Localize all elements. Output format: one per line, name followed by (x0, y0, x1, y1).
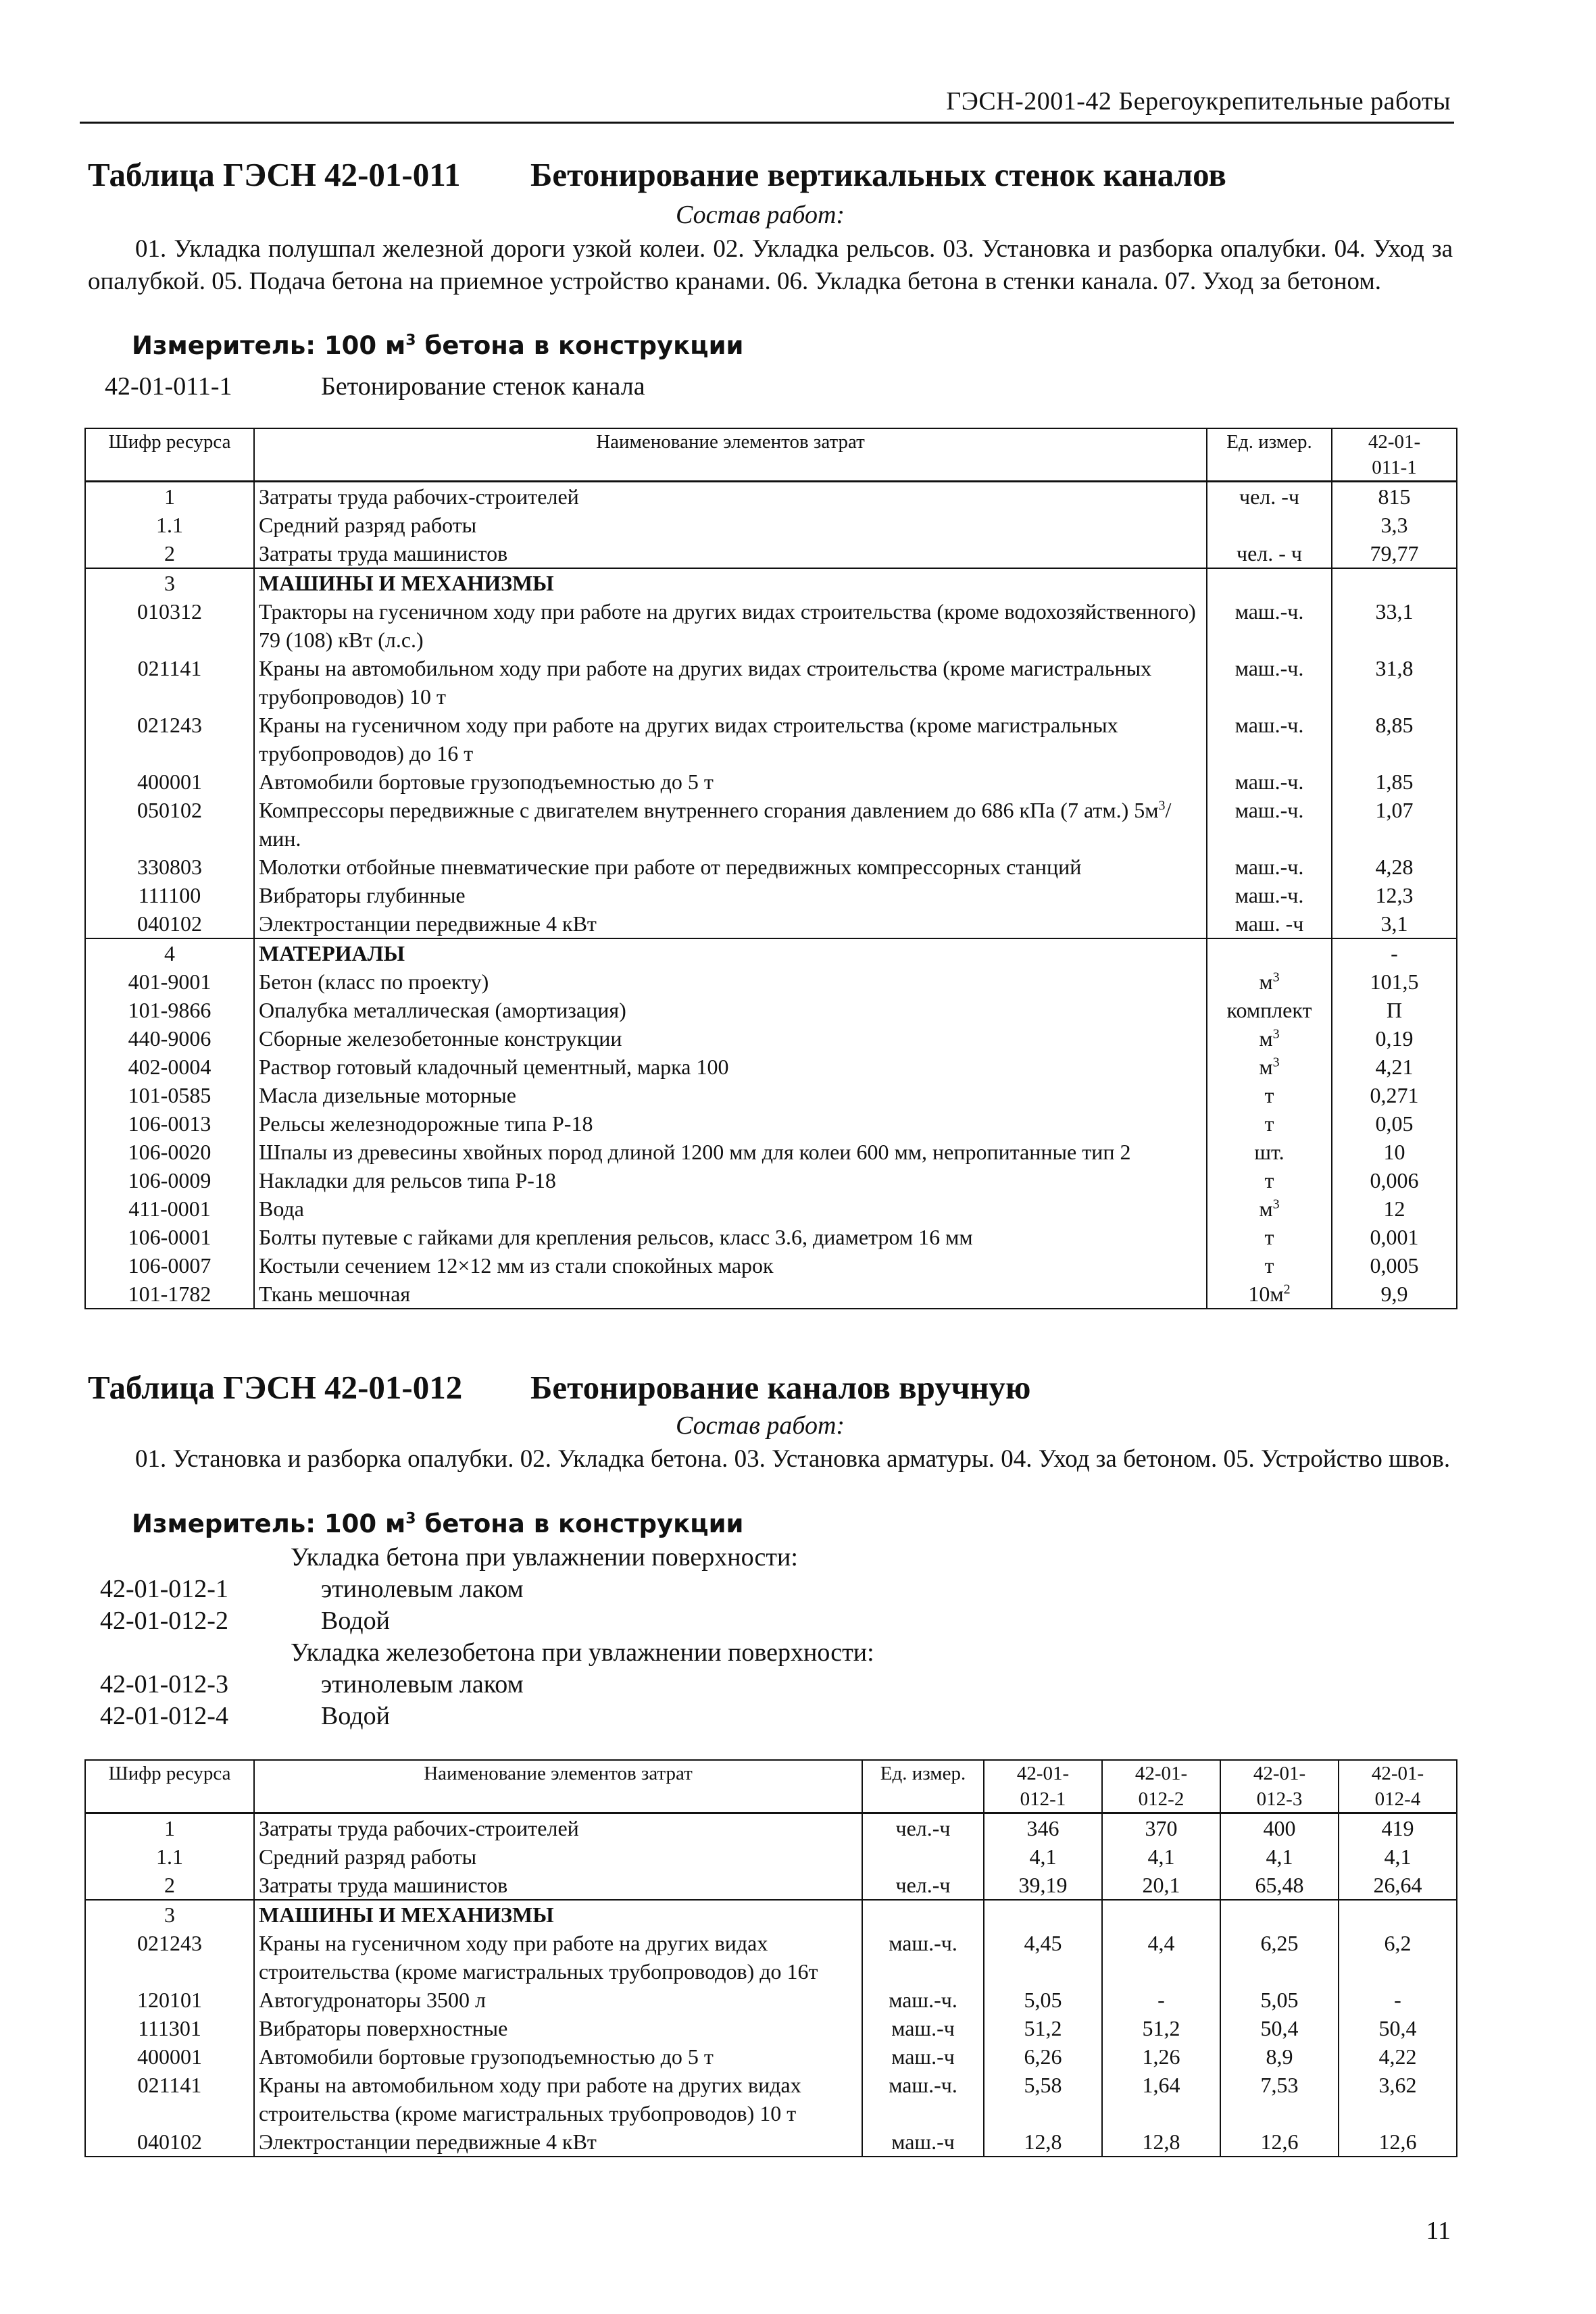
resource-name: МАШИНЫ И МЕХАНИЗМЫ (254, 1900, 862, 1929)
resource-value-v3: 8,9 (1220, 2042, 1339, 2071)
resource-code: 021141 (85, 654, 254, 711)
resource-value-v1: 9,9 (1332, 1280, 1457, 1309)
resource-value-v4: 12,6 (1339, 2128, 1457, 2157)
resource-unit: чел.-ч (862, 1871, 984, 1900)
resource-name: Рельсы железнодорожные типа Р-18 (254, 1109, 1207, 1138)
resource-name: Средний разряд работы (254, 1842, 862, 1871)
resource-value-v1: 0,001 (1332, 1223, 1457, 1251)
resource-unit: маш.-ч. (862, 1986, 984, 2014)
table-row (85, 1109, 1457, 1138)
table2-title (88, 1368, 1031, 1407)
resource-value-v3 (1220, 1900, 1339, 1929)
column-header-v3: 42-01- 012-3 (1220, 1760, 1339, 1813)
resource-value-v1: 8,85 (1332, 711, 1457, 768)
resource-value-v1: 10 (1332, 1138, 1457, 1166)
resource-value-v1 (1332, 568, 1457, 597)
resource-value-v1: 4,28 (1332, 853, 1457, 881)
table-row (85, 1900, 1457, 1929)
resource-unit (1207, 938, 1332, 967)
resource-code: 111100 (85, 881, 254, 909)
resource-value-v2 (1102, 1900, 1220, 1929)
resource-code: 3 (85, 568, 254, 597)
resource-value-v1: П (1332, 996, 1457, 1024)
resource-name: Краны на гусеничном ходу при работе на других видах строительства (кроме магистральных трубопроводов) до 16т (254, 1929, 862, 1986)
table-row (85, 654, 1457, 711)
resource-code: 021243 (85, 711, 254, 768)
resource-value-v1: 3,3 (1332, 511, 1457, 539)
table2-sostav-heading: Состав работ: (676, 1411, 845, 1440)
column-header-name: Наименование элементов затрат (254, 428, 1207, 482)
column-header-v2: 42-01- 012-2 (1102, 1760, 1220, 1813)
resource-code: 106-0007 (85, 1251, 254, 1280)
resource-code: 1 (85, 1813, 254, 1843)
table-row (85, 1280, 1457, 1309)
table-row (85, 1986, 1457, 2014)
resource-name: Автомобили бортовые грузоподъемностью до 5 т (254, 2042, 862, 2071)
resource-value-v1: 33,1 (1332, 597, 1457, 654)
resource-unit (862, 1842, 984, 1871)
table2-label: Таблица ГЭСН 42-01-012 (88, 1369, 463, 1406)
column-header-unit: Ед. измер. (1207, 428, 1332, 482)
resource-name: МАТЕРИАЛЫ (254, 938, 1207, 967)
table2-group2-heading: Укладка железобетона при увлажнении поверхности: (291, 1638, 874, 1667)
resource-code: 106-0001 (85, 1223, 254, 1251)
table1-resources (84, 428, 1457, 1309)
resource-name: Средний разряд работы (254, 511, 1207, 539)
resource-unit (1207, 511, 1332, 539)
resource-value-v1: 1,85 (1332, 768, 1457, 796)
resource-unit: т (1207, 1081, 1332, 1109)
resource-value-v4: 419 (1339, 1813, 1457, 1843)
table-row (85, 881, 1457, 909)
table2-variant4-text: Водой (321, 1702, 390, 1730)
resource-unit: маш.-ч (862, 2128, 984, 2157)
table-row (85, 1194, 1457, 1223)
resource-code: 050102 (85, 796, 254, 853)
resource-value-v4: 3,62 (1339, 2071, 1457, 2128)
resource-name: Шпалы из древесины хвойных пород длиной 1200 мм для колеи 600 мм, непропитанные тип 2 (254, 1138, 1207, 1166)
resource-code: 106-0009 (85, 1166, 254, 1194)
resource-value-v3: 400 (1220, 1813, 1339, 1843)
resource-name: Бетон (класс по проекту) (254, 967, 1207, 996)
resource-unit: маш.-ч. (1207, 796, 1332, 853)
resource-value-v1: 0,006 (1332, 1166, 1457, 1194)
running-header: ГЭСН-2001-42 Берегоукрепительные работы (946, 87, 1451, 116)
resource-code: 1.1 (85, 511, 254, 539)
resource-name: Затраты труда машинистов (254, 539, 1207, 568)
table-row (85, 2071, 1457, 2128)
column-header-v1: 42-01- 011-1 (1332, 428, 1457, 482)
resource-value-v2: 4,1 (1102, 1842, 1220, 1871)
resource-code: 021141 (85, 2071, 254, 2128)
resource-unit: маш.-ч. (862, 1929, 984, 1986)
table-header-row (85, 1760, 1457, 1813)
resource-code: 1 (85, 482, 254, 511)
table-row (85, 938, 1457, 967)
resource-value-v1: 0,19 (1332, 1024, 1457, 1053)
resource-code: 402-0004 (85, 1053, 254, 1081)
resource-code: 2 (85, 539, 254, 568)
resource-name: Накладки для рельсов типа Р-18 (254, 1166, 1207, 1194)
column-header-v4: 42-01- 012-4 (1339, 1760, 1457, 1813)
resource-code: 400001 (85, 2042, 254, 2071)
resource-name: Болты путевые с гайками для крепления рельсов, класс 3.6, диаметром 16 мм (254, 1223, 1207, 1251)
table-row (85, 2128, 1457, 2157)
table1-variant-code: 42-01-011-1 (105, 372, 232, 401)
table-row (85, 853, 1457, 881)
resource-code: 3 (85, 1900, 254, 1929)
resource-value-v2: 370 (1102, 1813, 1220, 1843)
resource-value-v1: 815 (1332, 482, 1457, 511)
resource-code: 010312 (85, 597, 254, 654)
resource-unit: чел.-ч (862, 1813, 984, 1843)
resource-unit: чел. -ч (1207, 482, 1332, 511)
resource-name: Затраты труда рабочих-строителей (254, 1813, 862, 1843)
resource-value-v3: 12,6 (1220, 2128, 1339, 2157)
resource-unit: $м^3$ (1207, 1024, 1332, 1053)
resource-name: Масла дизельные моторные (254, 1081, 1207, 1109)
resource-value-v4 (1339, 1900, 1457, 1929)
resource-unit: шт. (1207, 1138, 1332, 1166)
resource-unit: $м^3$ (1207, 1053, 1332, 1081)
table1-title (88, 155, 1226, 194)
table-row (85, 1842, 1457, 1871)
resource-value-v3: 65,48 (1220, 1871, 1339, 1900)
resource-value-v1: 31,8 (1332, 654, 1457, 711)
resource-name: МАШИНЫ И МЕХАНИЗМЫ (254, 568, 1207, 597)
resource-value-v2: - (1102, 1986, 1220, 2014)
resource-unit: т (1207, 1223, 1332, 1251)
resource-value-v1: 4,1 (984, 1842, 1102, 1871)
resource-code: 1.1 (85, 1842, 254, 1871)
table-row (85, 1053, 1457, 1081)
resource-value-v1: 6,26 (984, 2042, 1102, 2071)
resource-value-v1: 0,271 (1332, 1081, 1457, 1109)
resource-name: Тракторы на гусеничном ходу при работе на других видах строительства (кроме водохозяйственного) 79 (108) кВт (л.с.) (254, 597, 1207, 654)
resource-name: Автогудронаторы 3500 л (254, 1986, 862, 2014)
table1-variant-text: Бетонирование стенок канала (321, 372, 645, 401)
resource-code: 400001 (85, 768, 254, 796)
resource-unit: маш.-ч. (862, 2071, 984, 2128)
table-row (85, 1871, 1457, 1900)
table-row (85, 1223, 1457, 1251)
resource-unit: маш.-ч. (1207, 597, 1332, 654)
table2-measure: Измеритель: 100 $м^3$ бетона в конструкции (132, 1509, 744, 1538)
resource-code: 101-1782 (85, 1280, 254, 1309)
resource-value-v1: - (1332, 938, 1457, 967)
table-row (85, 967, 1457, 996)
resource-value-v3: 50,4 (1220, 2014, 1339, 2042)
resource-unit: комплект (1207, 996, 1332, 1024)
resource-code: 120101 (85, 1986, 254, 2014)
resource-code: 411-0001 (85, 1194, 254, 1223)
resource-unit: маш.-ч. (1207, 853, 1332, 881)
resource-code: 106-0020 (85, 1138, 254, 1166)
table-row (85, 1081, 1457, 1109)
table2-variant4-code: 42-01-012-4 (100, 1702, 228, 1730)
table-row (85, 1929, 1457, 1986)
page-number: 11 (1426, 2217, 1451, 2245)
resource-code: 101-9866 (85, 996, 254, 1024)
table-row (85, 597, 1457, 654)
table-row (85, 1138, 1457, 1166)
resource-code: 106-0013 (85, 1109, 254, 1138)
resource-code: 040102 (85, 2128, 254, 2157)
resource-name: Вибраторы поверхностные (254, 2014, 862, 2042)
table2-group1-heading: Укладка бетона при увлажнении поверхности: (291, 1543, 798, 1571)
resource-name: Вибраторы глубинные (254, 881, 1207, 909)
resource-value-v2: 12,8 (1102, 2128, 1220, 2157)
header-rule (80, 122, 1454, 124)
resource-value-v1: 3,1 (1332, 909, 1457, 938)
resource-value-v4: 6,2 (1339, 1929, 1457, 1986)
table2-variant3-code: 42-01-012-3 (100, 1670, 228, 1699)
resource-value-v1: 346 (984, 1813, 1102, 1843)
resource-unit: $м^3$ (1207, 967, 1332, 996)
table-row (85, 1813, 1457, 1843)
resource-unit: маш.-ч. (1207, 654, 1332, 711)
table-row (85, 539, 1457, 568)
table-row (85, 2014, 1457, 2042)
table2-variant1-text: этинолевым лаком (321, 1575, 524, 1603)
table1-name: Бетонирование вертикальных стенок каналов (530, 156, 1226, 193)
resource-unit (1207, 568, 1332, 597)
resource-value-v1: 101,5 (1332, 967, 1457, 996)
resource-value-v3: 7,53 (1220, 2071, 1339, 2128)
table-row (85, 511, 1457, 539)
table2-variant3-text: этинолевым лаком (321, 1670, 524, 1699)
resource-value-v1: 4,45 (984, 1929, 1102, 1986)
resource-value-v1: 79,77 (1332, 539, 1457, 568)
resource-code: 330803 (85, 853, 254, 881)
resource-code: 021243 (85, 1929, 254, 1986)
column-header-code: Шифр ресурса (85, 1760, 254, 1813)
resource-name: Молотки отбойные пневматические при работе от передвижных компрессорных станций (254, 853, 1207, 881)
table-row (85, 711, 1457, 768)
resource-code: 101-0585 (85, 1081, 254, 1109)
table-header-row (85, 428, 1457, 482)
table2-variant1-code: 42-01-012-1 (100, 1575, 228, 1603)
column-header-name: Наименование элементов затрат (254, 1760, 862, 1813)
resource-value-v2: 51,2 (1102, 2014, 1220, 2042)
resource-name: Вода (254, 1194, 1207, 1223)
table2-name: Бетонирование каналов вручную (530, 1369, 1031, 1406)
resource-value-v4: 50,4 (1339, 2014, 1457, 2042)
resource-unit: чел. - ч (1207, 539, 1332, 568)
resource-value-v2: 20,1 (1102, 1871, 1220, 1900)
resource-name: Краны на гусеничном ходу при работе на других видах строительства (кроме магистральных трубопроводов) до 16 т (254, 711, 1207, 768)
column-header-code: Шифр ресурса (85, 428, 254, 482)
resource-name: Раствор готовый кладочный цементный, марка 100 (254, 1053, 1207, 1081)
column-header-v1: 42-01- 012-1 (984, 1760, 1102, 1813)
table-row (85, 996, 1457, 1024)
resource-value-v4: 4,22 (1339, 2042, 1457, 2071)
resource-value-v4: - (1339, 1986, 1457, 2014)
table2-operations: 01. Установка и разборка опалубки. 02. Укладка бетона. 03. Установка арматуры. 04. Уход за бетоном. 05. Устройство швов. (135, 1445, 1451, 1473)
resource-code: 040102 (85, 909, 254, 938)
table-row (85, 2042, 1457, 2071)
resource-value-v1: 12,8 (984, 2128, 1102, 2157)
resource-name: Краны на автомобильном ходу при работе на других видах строительства (кроме магистральных трубопроводов) 10 т (254, 2071, 862, 2128)
table1-measure: Измеритель: 100 $м^3$ бетона в конструкции (132, 331, 744, 360)
resource-name: Опалубка металлическая (амортизация) (254, 996, 1207, 1024)
resource-name: Сборные железобетонные конструкции (254, 1024, 1207, 1053)
resource-name: Электростанции передвижные 4 кВт (254, 2128, 862, 2157)
table-row (85, 909, 1457, 938)
resource-unit: $10м^2$ (1207, 1280, 1332, 1309)
resource-code: 4 (85, 938, 254, 967)
resource-unit: маш.-ч (862, 2014, 984, 2042)
table-row (85, 796, 1457, 853)
resource-value-v3: 4,1 (1220, 1842, 1339, 1871)
table1-label: Таблица ГЭСН 42-01-011 (88, 156, 461, 193)
resource-value-v3: 5,05 (1220, 1986, 1339, 2014)
table-row (85, 1024, 1457, 1053)
resource-unit: маш.-ч. (1207, 711, 1332, 768)
resource-unit: маш.-ч (862, 2042, 984, 2071)
resource-code: 440-9006 (85, 1024, 254, 1053)
table-row (85, 1251, 1457, 1280)
resource-unit: т (1207, 1109, 1332, 1138)
resource-value-v2: 1,26 (1102, 2042, 1220, 2071)
resource-name: Электростанции передвижные 4 кВт (254, 909, 1207, 938)
resource-unit (862, 1900, 984, 1929)
resource-value-v1: 0,005 (1332, 1251, 1457, 1280)
resource-value-v1: 39,19 (984, 1871, 1102, 1900)
column-header-unit: Ед. измер. (862, 1760, 984, 1813)
resource-value-v1: 4,21 (1332, 1053, 1457, 1081)
resource-value-v1: 0,05 (1332, 1109, 1457, 1138)
resource-code: 111301 (85, 2014, 254, 2042)
resource-unit: $м^3$ (1207, 1194, 1332, 1223)
table2-variant2-code: 42-01-012-2 (100, 1607, 228, 1635)
table-row (85, 568, 1457, 597)
table2-resources (84, 1759, 1457, 2157)
table1-sostav-heading: Состав работ: (676, 201, 845, 229)
resource-value-v1: 51,2 (984, 2014, 1102, 2042)
resource-value-v1: 12 (1332, 1194, 1457, 1223)
table-row (85, 482, 1457, 511)
resource-value-v4: 4,1 (1339, 1842, 1457, 1871)
resource-value-v1: 1,07 (1332, 796, 1457, 853)
resource-unit: т (1207, 1166, 1332, 1194)
resource-value-v2: 4,4 (1102, 1929, 1220, 1986)
resource-name: Краны на автомобильном ходу при работе на других видах строительства (кроме магистральных трубопроводов) 10 т (254, 654, 1207, 711)
resource-code: 401-9001 (85, 967, 254, 996)
resource-name: Костыли сечением 12×12 мм из стали спокойных марок (254, 1251, 1207, 1280)
resource-value-v1 (984, 1900, 1102, 1929)
resource-name: Ткань мешочная (254, 1280, 1207, 1309)
table1-operations: 01. Укладка полушпал железной дороги узкой колеи. 02. Укладка рельсов. 03. Установка и разборка опалубки. 04. Уход за опалубкой. 05. Подача бетона на приемное устройство кранами. 06. Укладка бетона в стенки канала. 07. Уход за бетоном. (88, 235, 1453, 295)
resource-unit: маш.-ч. (1207, 768, 1332, 796)
resource-value-v1: 5,05 (984, 1986, 1102, 2014)
table-row (85, 1166, 1457, 1194)
resource-name: Компрессоры передвижные с двигателем внутреннего сгорания давлением до 686 кПа (7 атм.) $5м^3$/мин. (254, 796, 1207, 853)
resource-value-v1: 12,3 (1332, 881, 1457, 909)
resource-value-v4: 26,64 (1339, 1871, 1457, 1900)
resource-name: Затраты труда рабочих-строителей (254, 482, 1207, 511)
table2-variant2-text: Водой (321, 1607, 390, 1635)
resource-unit: маш. -ч (1207, 909, 1332, 938)
resource-value-v1: 5,58 (984, 2071, 1102, 2128)
resource-unit: т (1207, 1251, 1332, 1280)
table-row (85, 768, 1457, 796)
resource-name: Автомобили бортовые грузоподъемностью до 5 т (254, 768, 1207, 796)
resource-unit: маш.-ч. (1207, 881, 1332, 909)
resource-value-v2: 1,64 (1102, 2071, 1220, 2128)
resource-name: Затраты труда машинистов (254, 1871, 862, 1900)
resource-code: 2 (85, 1871, 254, 1900)
resource-value-v3: 6,25 (1220, 1929, 1339, 1986)
